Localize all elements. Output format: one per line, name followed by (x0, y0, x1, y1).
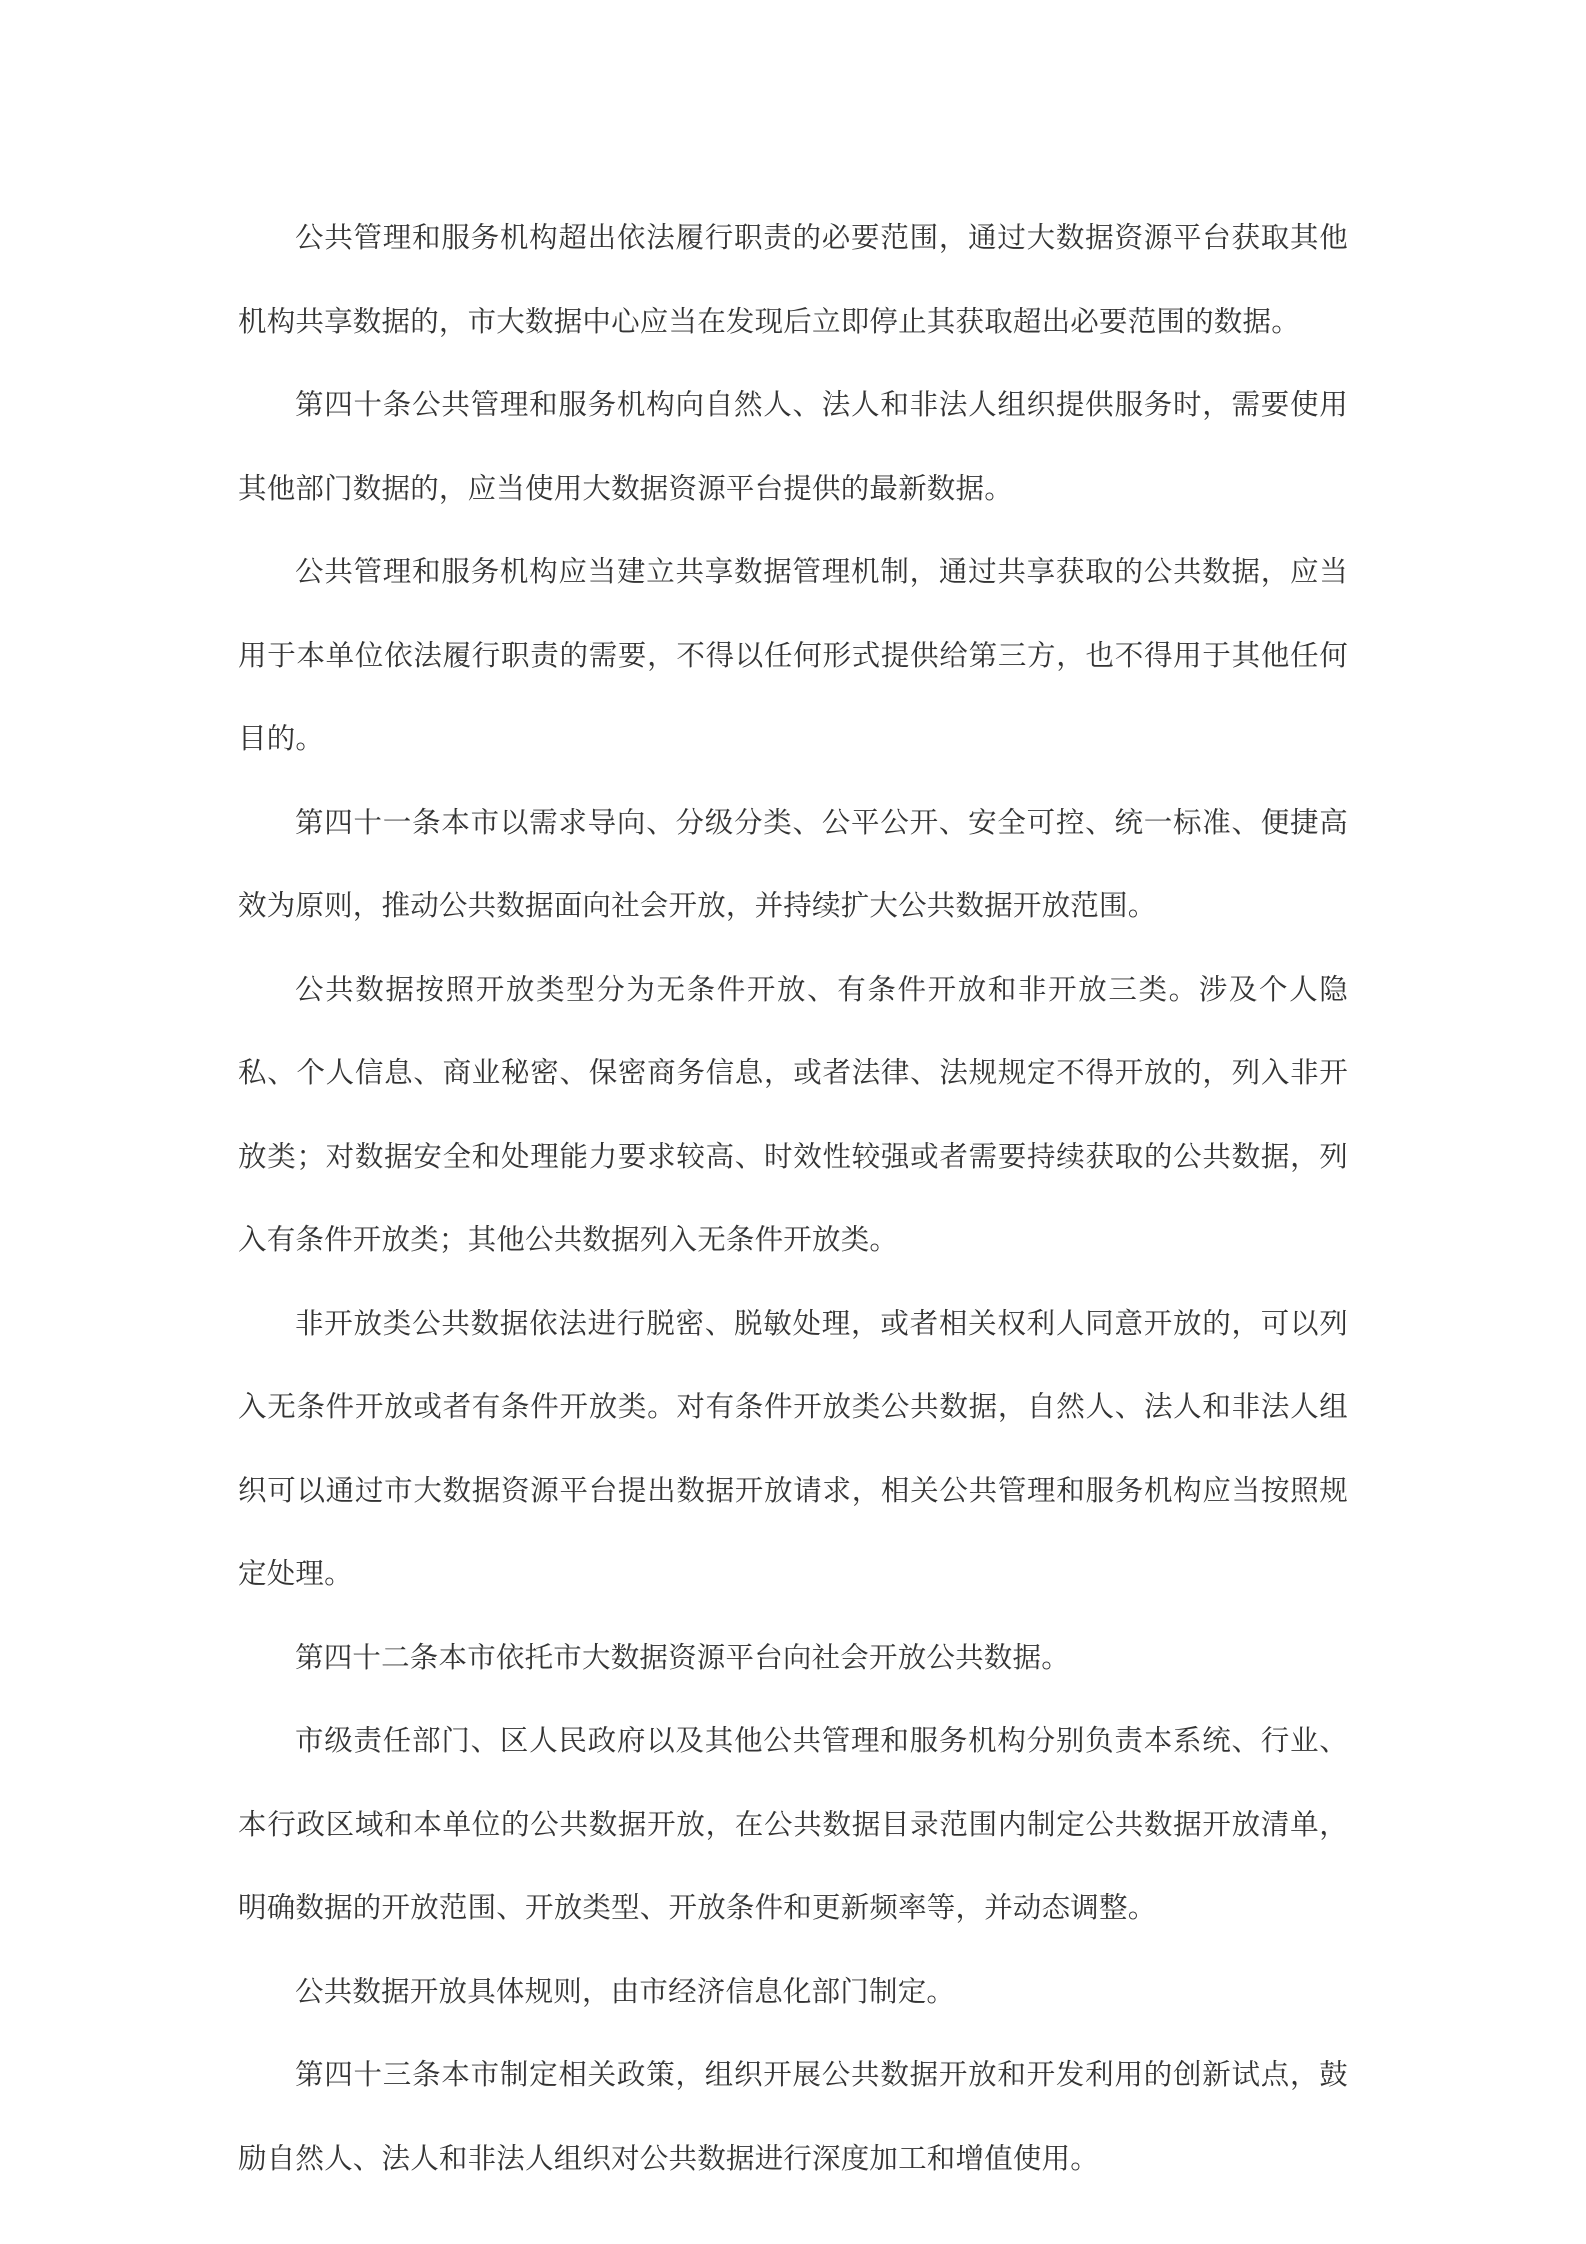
paragraph-4: 第四十一条本市以需求导向、分级分类、公平公开、安全可控、统一标准、便捷高效为原则，推动公共数据面向社会开放，并持续扩大公共数据开放范围。 (238, 805, 1348, 922)
paragraph-6: 非开放类公共数据依法进行脱密、脱敏处理，或者相关权利人同意开放的，可以列入无条件开放或者有条件开放类。对有条件开放类公共数据，自然人、法人和非法人组织可以通过市大数据资源平台提出数据开放请求，相关公共管理和服务机构应当按照规定处理。 (238, 1306, 1348, 1590)
document-body (238, 196, 1348, 2200)
paragraph-5: 公共数据按照开放类型分为无条件开放、有条件开放和非开放三类。涉及个人隐私、个人信息、商业秘密、保密商务信息，或者法律、法规规定不得开放的，列入非开放类；对数据安全和处理能力要求较高、时效性较强或者需要持续获取的公共数据，列入有条件开放类；其他公共数据列入无条件开放类。 (238, 972, 1348, 1256)
paragraph-1: 公共管理和服务机构超出依法履行职责的必要范围，通过大数据资源平台获取其他机构共享数据的，市大数据中心应当在发现后立即停止其获取超出必要范围的数据。 (238, 221, 1348, 338)
paragraph-7: 第四十二条本市依托市大数据资源平台向社会开放公共数据。 (295, 1640, 1070, 1674)
paragraph-8: 市级责任部门、区人民政府以及其他公共管理和服务机构分别负责本系统、行业、本行政区域和本单位的公共数据开放，在公共数据目录范围内制定公共数据开放清单，明确数据的开放范围、开放类型、开放条件和更新频率等，并动态调整。 (238, 1724, 1348, 1924)
paragraph-3: 公共管理和服务机构应当建立共享数据管理机制，通过共享获取的公共数据，应当用于本单位依法履行职责的需要，不得以任何形式提供给第三方，也不得用于其他任何目的。 (238, 555, 1348, 755)
paragraph-9: 公共数据开放具体规则，由市经济信息化部门制定。 (295, 1974, 956, 2008)
paragraph-10: 第四十三条本市制定相关政策，组织开展公共数据开放和开发利用的创新试点，鼓励自然人、法人和非法人组织对公共数据进行深度加工和增值使用。 (238, 2058, 1348, 2175)
paragraph-2: 第四十条公共管理和服务机构向自然人、法人和非法人组织提供服务时，需要使用其他部门数据的，应当使用大数据资源平台提供的最新数据。 (238, 388, 1348, 505)
